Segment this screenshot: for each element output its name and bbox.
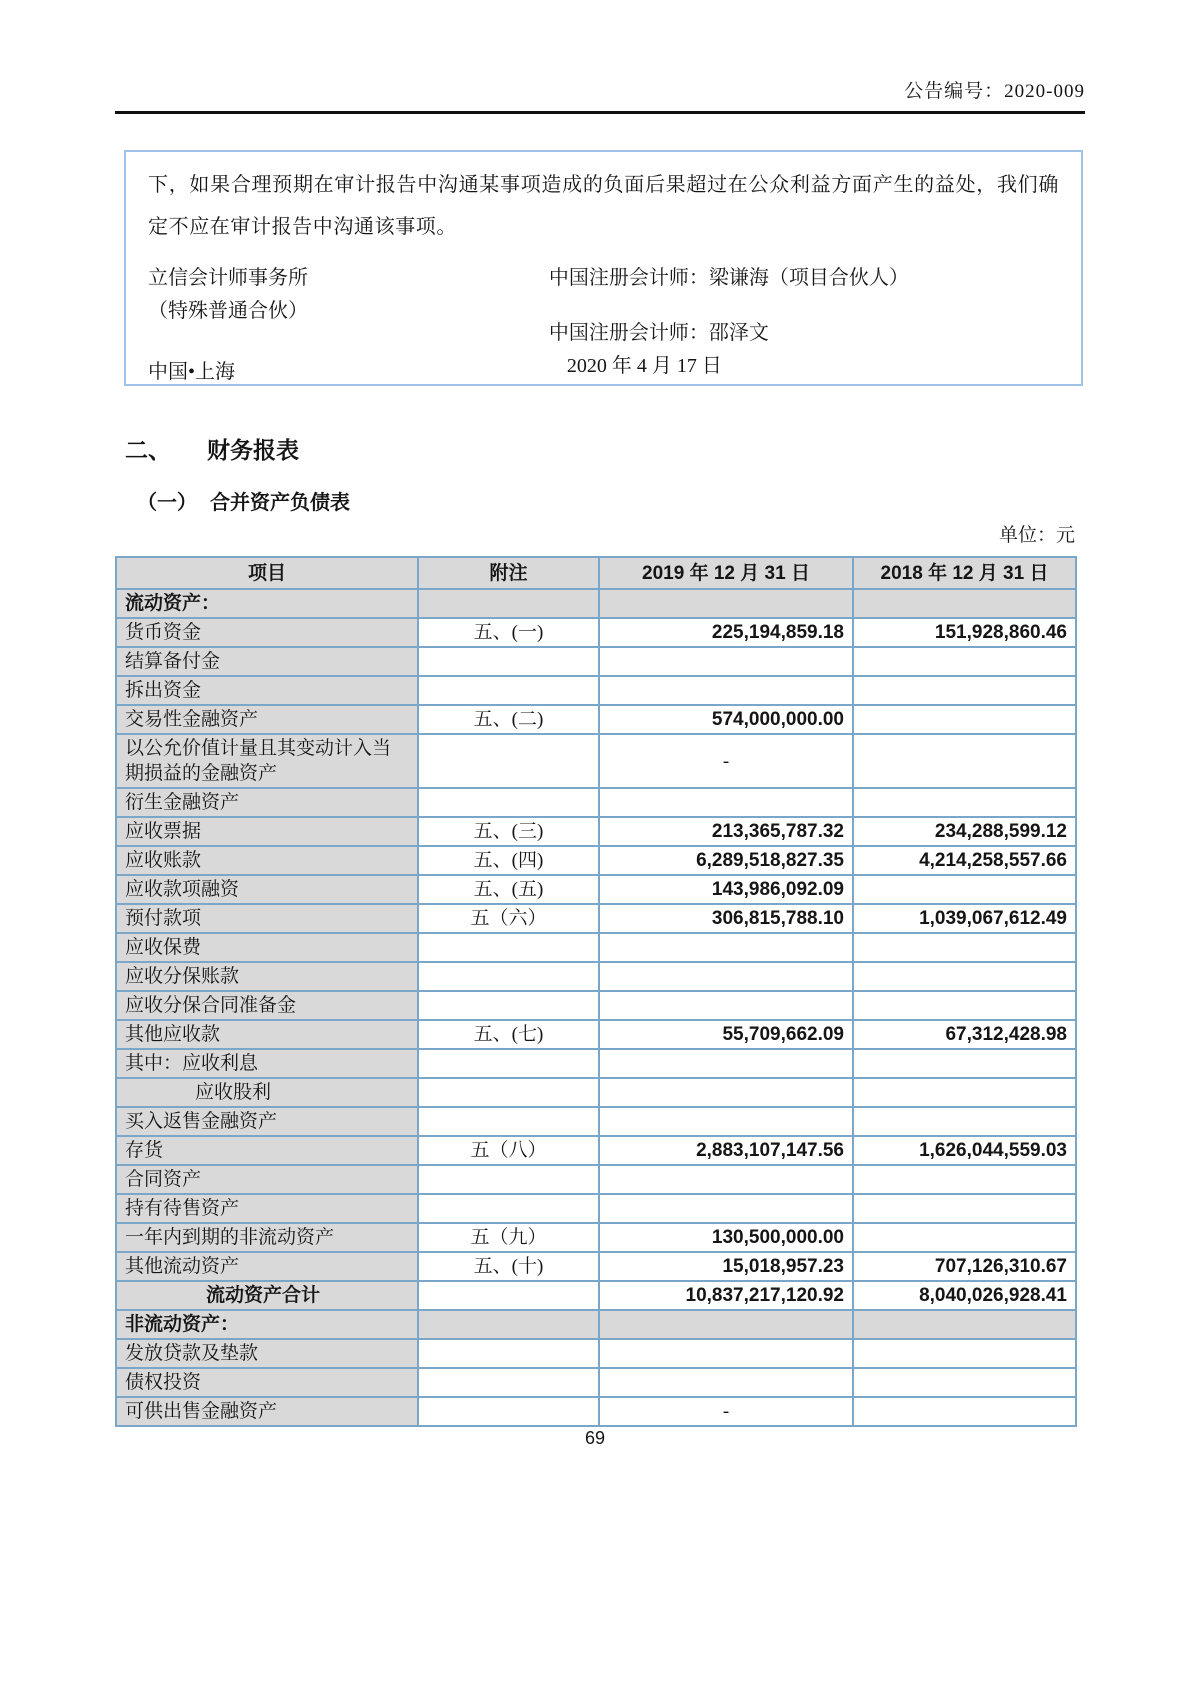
- item-cell: 拆出资金: [116, 676, 418, 705]
- value-cell-2018: [853, 1165, 1076, 1194]
- item-cell: 一年内到期的非流动资产: [116, 1223, 418, 1252]
- value-cell-2019: 306,815,788.10: [599, 904, 853, 933]
- value-cell-2018: 4,214,258,557.66: [853, 846, 1076, 875]
- note-cell: [418, 676, 599, 705]
- table-row: [116, 1165, 1076, 1194]
- table-row: [116, 788, 1076, 817]
- value-cell-2019: 15,018,957.23: [599, 1252, 853, 1281]
- item-cell: 交易性金融资产: [116, 705, 418, 734]
- value-cell-2019: 143,986,092.09: [599, 875, 853, 904]
- note-cell: [418, 933, 599, 962]
- value-cell-2019: [599, 1194, 853, 1223]
- cpa-partner: 中国注册会计师：梁谦海（项目合伙人）: [548, 267, 909, 289]
- item-cell: 可供出售金融资产: [116, 1397, 418, 1426]
- value-cell-2018: [853, 991, 1076, 1020]
- item-cell: 应收股利: [116, 1078, 418, 1107]
- item-cell: 非流动资产：: [116, 1310, 418, 1339]
- note-cell: [418, 1368, 599, 1397]
- table-row: [116, 705, 1076, 734]
- value-cell-2018: [853, 1107, 1076, 1136]
- value-cell-2018: [853, 1397, 1076, 1426]
- section-number: 二、: [125, 437, 171, 463]
- table-row: [116, 647, 1076, 676]
- table-row: [116, 1397, 1076, 1426]
- item-cell: 结算备付金: [116, 647, 418, 676]
- table-row: [116, 1252, 1076, 1281]
- item-cell: 流动资产：: [116, 589, 418, 618]
- table-row: [116, 846, 1076, 875]
- page-number: 69: [584, 1428, 606, 1448]
- note-cell: [418, 734, 599, 788]
- value-cell-2019: 574,000,000.00: [599, 705, 853, 734]
- value-cell-2019: 130,500,000.00: [599, 1223, 853, 1252]
- table-row: [116, 1107, 1076, 1136]
- table-row: [116, 1020, 1076, 1049]
- header-divider: [115, 111, 1085, 114]
- note-cell: [418, 1194, 599, 1223]
- value-cell-2019: -: [599, 734, 853, 788]
- value-cell-2019: [599, 991, 853, 1020]
- value-cell-2018: 8,040,026,928.41: [853, 1281, 1076, 1310]
- value-cell-2019: 225,194,859.18: [599, 618, 853, 647]
- note-cell: [418, 962, 599, 991]
- item-cell: 发放贷款及垫款: [116, 1339, 418, 1368]
- balance-sheet-table: [115, 556, 1077, 1427]
- note-cell: 五、(十): [418, 1252, 599, 1281]
- note-cell: [418, 1281, 599, 1310]
- value-cell-2019: [599, 1368, 853, 1397]
- table-row: [116, 1049, 1076, 1078]
- table-row: [116, 1223, 1076, 1252]
- table-row: [116, 1339, 1076, 1368]
- note-cell: [418, 1049, 599, 1078]
- table-row: [116, 1136, 1076, 1165]
- note-cell: [418, 647, 599, 676]
- item-cell: 应收分保账款: [116, 962, 418, 991]
- value-cell-2018: 151,928,860.46: [853, 618, 1076, 647]
- section-heading: [125, 432, 299, 465]
- item-cell: 流动资产合计: [116, 1281, 418, 1310]
- table-row: [116, 618, 1076, 647]
- value-cell-2019: 6,289,518,827.35: [599, 846, 853, 875]
- audit-signature-box: [124, 150, 1083, 386]
- item-cell: 衍生金融资产: [116, 788, 418, 817]
- item-cell: 应收账款: [116, 846, 418, 875]
- section-title: 财务报表: [207, 437, 299, 463]
- value-cell-2019: [599, 1165, 853, 1194]
- value-cell-2018: [853, 1049, 1076, 1078]
- item-cell: 存货: [116, 1136, 418, 1165]
- note-cell: [418, 788, 599, 817]
- table-row: [116, 1078, 1076, 1107]
- value-cell-2019: -: [599, 1397, 853, 1426]
- balance-sheet-body: [116, 589, 1076, 1426]
- table-row: [116, 734, 1076, 788]
- column-header-2019: 2019 年 12 月 31 日: [599, 557, 853, 589]
- table-row: [116, 962, 1076, 991]
- value-cell-2019: [599, 962, 853, 991]
- value-cell-2018: [853, 734, 1076, 788]
- item-cell: 其他应收款: [116, 1020, 418, 1049]
- value-cell-2019: 10,837,217,120.92: [599, 1281, 853, 1310]
- note-cell: [418, 1339, 599, 1368]
- note-cell: [418, 1310, 599, 1339]
- subsection-number: （一）: [137, 492, 197, 514]
- item-cell: 应收保费: [116, 933, 418, 962]
- value-cell-2019: 2,883,107,147.56: [599, 1136, 853, 1165]
- item-cell: 债权投资: [116, 1368, 418, 1397]
- table-row: [116, 991, 1076, 1020]
- value-cell-2018: [853, 1339, 1076, 1368]
- note-cell: [418, 1165, 599, 1194]
- report-date: 2020 年 4 月 17 日: [566, 355, 722, 377]
- value-cell-2019: [599, 933, 853, 962]
- note-cell: 五、(七): [418, 1020, 599, 1049]
- firm-type: （特殊普通合伙）: [148, 300, 308, 322]
- cpa-second: 中国注册会计师：邵泽文: [548, 322, 769, 344]
- column-header-note: 附注: [418, 557, 599, 589]
- note-cell: 五、(四): [418, 846, 599, 875]
- value-cell-2018: [853, 1194, 1076, 1223]
- doc-number: 公告编号：2020-009: [904, 81, 1085, 102]
- note-cell: [418, 991, 599, 1020]
- item-cell: 应收款项融资: [116, 875, 418, 904]
- subsection-heading: [137, 486, 350, 515]
- table-row: [116, 933, 1076, 962]
- note-cell: [418, 1107, 599, 1136]
- value-cell-2019: [599, 1078, 853, 1107]
- value-cell-2019: [599, 676, 853, 705]
- value-cell-2018: 707,126,310.67: [853, 1252, 1076, 1281]
- value-cell-2018: [853, 647, 1076, 676]
- note-cell: 五（六）: [418, 904, 599, 933]
- value-cell-2018: [853, 1368, 1076, 1397]
- balance-sheet-table-wrap: [115, 556, 1075, 1427]
- note-cell: [418, 589, 599, 618]
- item-cell: 其他流动资产: [116, 1252, 418, 1281]
- signature-block: [148, 262, 1059, 389]
- table-row: [116, 875, 1076, 904]
- value-cell-2018: [853, 1078, 1076, 1107]
- note-cell: 五、(五): [418, 875, 599, 904]
- audit-paragraph: 下，如果合理预期在审计报告中沟通某事项造成的负面后果超过在公众利益方面产生的益处，我们确定不应在审计报告中沟通该事项。: [148, 174, 1059, 238]
- unit-label: 单位：元: [998, 525, 1075, 546]
- note-cell: 五（八）: [418, 1136, 599, 1165]
- table-row: [116, 676, 1076, 705]
- note-cell: 五、(三): [418, 817, 599, 846]
- value-cell-2018: 1,626,044,559.03: [853, 1136, 1076, 1165]
- value-cell-2018: 67,312,428.98: [853, 1020, 1076, 1049]
- value-cell-2019: [599, 1339, 853, 1368]
- signature-left-column: [148, 262, 549, 389]
- firm-name: 立信会计师事务所: [148, 267, 308, 289]
- column-header-2018: 2018 年 12 月 31 日: [853, 557, 1076, 589]
- item-cell: 持有待售资产: [116, 1194, 418, 1223]
- note-cell: 五（九）: [418, 1223, 599, 1252]
- value-cell-2018: [853, 962, 1076, 991]
- table-row: [116, 904, 1076, 933]
- value-cell-2019: 213,365,787.32: [599, 817, 853, 846]
- value-cell-2019: [599, 788, 853, 817]
- table-row: [116, 1310, 1076, 1339]
- value-cell-2019: [599, 1310, 853, 1339]
- item-cell: 货币资金: [116, 618, 418, 647]
- value-cell-2018: [853, 589, 1076, 618]
- value-cell-2019: [599, 1049, 853, 1078]
- table-row: [116, 1194, 1076, 1223]
- note-cell: 五、(一): [418, 618, 599, 647]
- value-cell-2018: [853, 676, 1076, 705]
- value-cell-2018: [853, 1310, 1076, 1339]
- note-cell: 五、(二): [418, 705, 599, 734]
- note-cell: [418, 1397, 599, 1426]
- value-cell-2019: [599, 589, 853, 618]
- signature-right-column: [549, 262, 1059, 389]
- item-cell: 以公允价值计量且其变动计入当期损益的金融资产: [116, 734, 418, 788]
- item-cell: 买入返售金融资产: [116, 1107, 418, 1136]
- table-header-row: [116, 557, 1076, 589]
- table-row: [116, 1281, 1076, 1310]
- item-cell: 合同资产: [116, 1165, 418, 1194]
- value-cell-2018: 234,288,599.12: [853, 817, 1076, 846]
- item-cell: 应收分保合同准备金: [116, 991, 418, 1020]
- value-cell-2019: 55,709,662.09: [599, 1020, 853, 1049]
- value-cell-2019: [599, 1107, 853, 1136]
- item-cell: 预付款项: [116, 904, 418, 933]
- note-cell: [418, 1078, 599, 1107]
- value-cell-2018: 1,039,067,612.49: [853, 904, 1076, 933]
- subsection-title: 合并资产负债表: [210, 492, 350, 514]
- item-cell: 其中：应收利息: [116, 1049, 418, 1078]
- value-cell-2018: [853, 933, 1076, 962]
- value-cell-2018: [853, 705, 1076, 734]
- item-cell: 应收票据: [116, 817, 418, 846]
- firm-location: 中国•上海: [148, 361, 236, 383]
- value-cell-2019: [599, 647, 853, 676]
- value-cell-2018: [853, 788, 1076, 817]
- table-row: [116, 1368, 1076, 1397]
- column-header-item: 项目: [116, 557, 418, 589]
- table-row: [116, 589, 1076, 618]
- value-cell-2018: [853, 1223, 1076, 1252]
- value-cell-2018: [853, 875, 1076, 904]
- table-row: [116, 817, 1076, 846]
